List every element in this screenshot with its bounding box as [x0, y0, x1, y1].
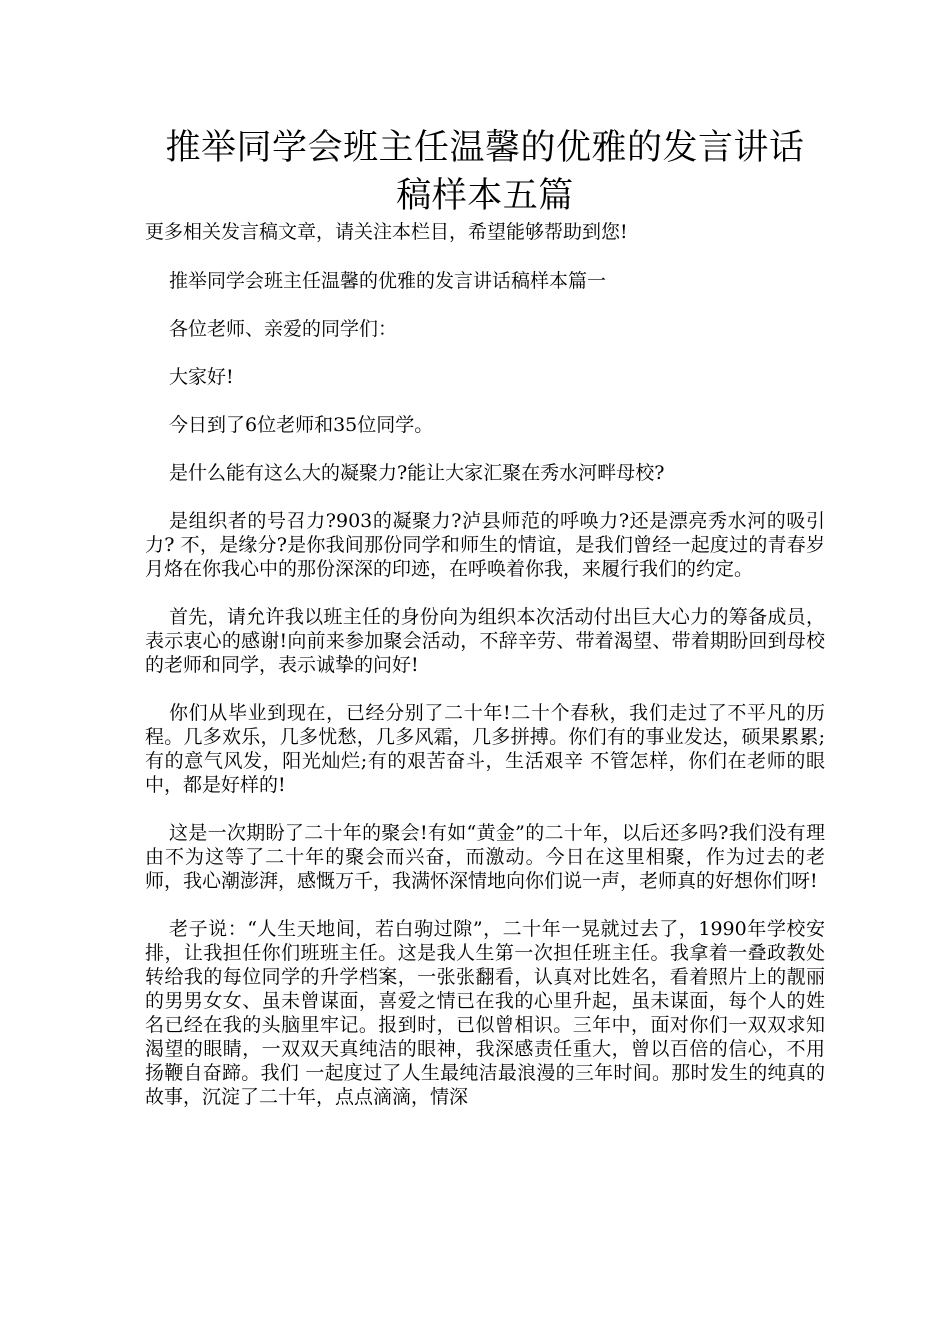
intro-text: 更多相关发言稿文章，请关注本栏目，希望能够帮助到您!	[145, 221, 628, 243]
paragraph-greeting: 大家好!	[169, 366, 234, 388]
paragraph-section-heading: 推举同学会班主任温馨的优雅的发言讲话稿样本篇一	[169, 270, 607, 292]
paragraph: 你们从毕业到现在，已经分别了二十年!二十个春秋，我们走过了不平凡的历程。几多欢乐，几多忧愁，几多风霜，几多拼搏。你们有的事业发达，硕果累累;有的意气风发，阳光灿烂;有的艰苦奋斗，生活艰辛 不管怎样，你们在老师的眼中，都是好样的!	[145, 702, 825, 796]
paragraph-salutation: 各位老师、亲爱的同学们：	[169, 318, 398, 340]
document-title	[145, 124, 825, 220]
paragraph: 首先，请允许我以班主任的身份向为组织本次活动付出巨大心力的筹备成员，表示衷心的感谢!向前来参加聚会活动，不辞辛劳、带着渴望、带着期盼回到母校的老师和同学，表示诚挚的问好!	[145, 606, 825, 676]
document-page	[145, 124, 825, 1109]
title-line-1: 推举同学会班主任温馨的优雅的发言讲话	[165, 128, 805, 168]
paragraph: 是什么能有这么大的凝聚力?能让大家汇聚在秀水河畔母校?	[169, 462, 665, 484]
title-line-2: 稿样本五篇	[396, 176, 574, 216]
paragraph: 是组织者的号召力?903的凝聚力?泸县师范的呼唤力?还是漂亮秀水河的吸引力? 不，是缘分?是你我间那份同学和师生的情谊，是我们曾经一起度过的青春岁月烙在你我心中的那份深深的印迹，在呼唤着你我，来履行我们的约定。	[145, 510, 825, 580]
paragraph: 老子说：“人生天地间，若白驹过隙”，二十年一晃就过去了，1990年学校安排，让我担任你们班班主任。这是我人生第一次担任班主任。我拿着一叠政教处转给我的每位同学的升学档案，一张张翻看，认真对比姓名，看着照片上的靓丽的男男女女、虽未曾谋面，喜爱之情已在我的心里升起，虽未谋面，每个人的姓名已经在我的头脑里牢记。报到时，已似曾相识。三年中，面对你们一双双求知渴望的眼睛，一双双天真纯洁的眼神，我深感责任重大，曾以百倍的信心，不用扬鞭自奋蹄。我们 一起度过了人生最纯洁最浪漫的三年时间。那时发生的纯真的故事，沉淀了二十年，点点滴滴，情深	[145, 918, 825, 1108]
paragraph-attendance: 今日到了6位老师和35位同学。	[169, 414, 434, 436]
paragraph: 这是一次期盼了二十年的聚会!有如“黄金”的二十年，以后还多吗?我们没有理由不为这等了二十年的聚会而兴奋，而激动。今日在这里相聚，作为过去的老师，我心潮澎湃，感慨万千，我满怀深情地向你们说一声，老师真的好想你们呀!	[145, 822, 825, 892]
